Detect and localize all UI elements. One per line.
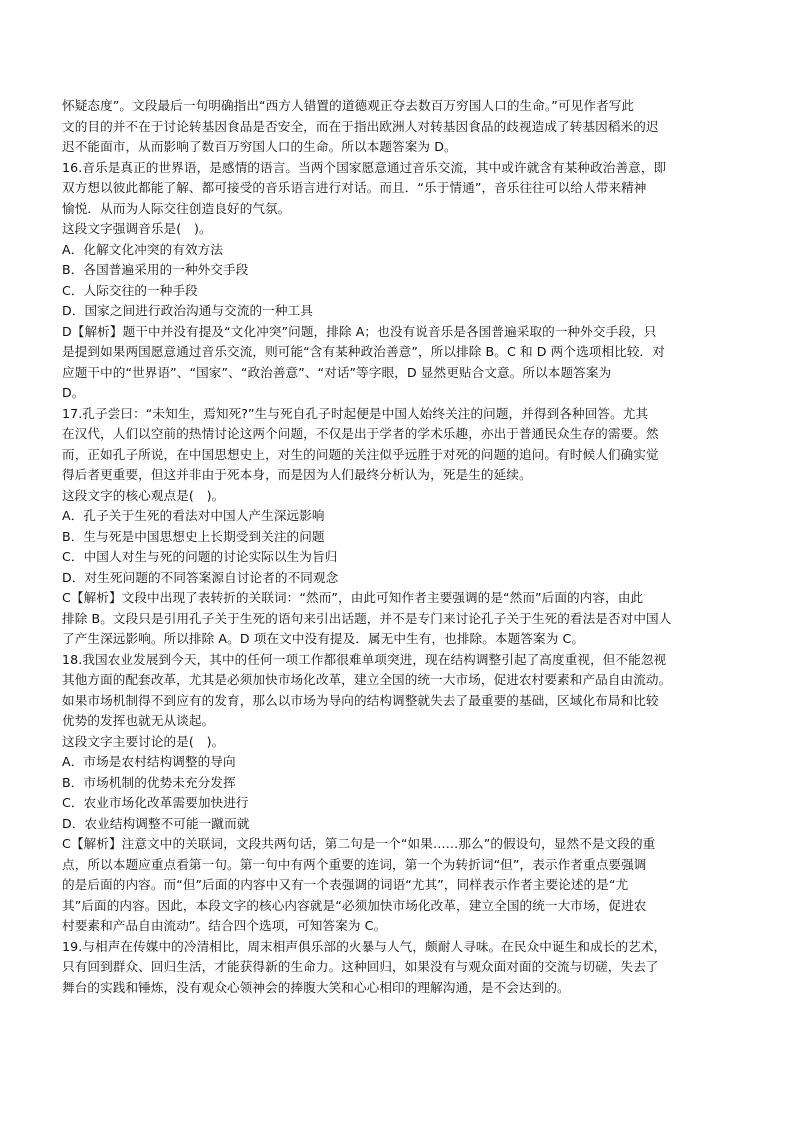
text-line: C【解析】注意文中的关联词，文段共两句话，第二句是一个“如果……那么”的假设句，显然不是文段的重 [62,836,656,851]
text-line: A．化解文化冲突的有效方法 [62,241,224,257]
text-line: D．国家之间进行政治沟通与交流的一种工具 [62,303,313,318]
question-block-p15-tail [62,96,734,158]
text-line: A．市场是农村结构调整的导向 [62,754,236,769]
question-block-q18 [62,650,734,937]
question-block-q16 [62,158,734,404]
text-line: 其他方面的配套改革，尤其是必须加快市场化改革，建立全国的统一大市场，促进农村要素和产品自由流动。 [62,672,672,687]
question-block-q19 [62,937,734,999]
text-line: C．农业市场化改革需要加快进行 [62,795,249,810]
text-line: 这段文字强调音乐是( )。 [62,221,212,236]
text-line: 在汉代，人们以空前的热情讨论这两个问题，不仅是出于学者的学术乐趣，亦出于普通民众生存的需要。然 [62,426,659,441]
text-line: C．人际交往的一种手段 [62,282,198,298]
text-line: 而，正如孔子所说，在中国思想史上，对生的问题的关注似乎远胜于对死的问题的追问。有时候人们确实觉 [62,446,659,462]
text-line: 点，所以本题应重点看第一句。第一句中有两个重要的连词，第一个为转折词“但”，表示作者重点要强调 [62,856,647,872]
text-line: D．农业结构调整不可能一蹴而就 [62,815,250,831]
text-line: 愉悦．从而为人际交往创造良好的气氛。 [62,200,291,216]
document-body [62,96,734,998]
text-line: D。 [62,385,85,400]
text-line: D．对生死问题的不同答案源自讨论者的不同观念 [62,569,339,585]
text-line: 如果市场机制得不到应有的发育，那么以市场为导向的结构调整就失去了最重要的基础，区域化布局和比较 [62,692,659,708]
text-line: 其”后面的内容。因此，本段文字的核心内容就是“必须加快市场化改革，建立全国的统一大市场，促进农 [62,897,647,913]
text-line: 文的目的并不在于讨论转基因食品是否安全，而在于指出欧洲人对转基因食品的歧视造成了转基因稻米的迟 [62,118,659,134]
text-line: 17.孔子尝曰：“未知生，焉知死?”生与死自孔子时起便是中国人始终关注的问题，并得到各种回答。尤其 [62,405,649,421]
text-line: 是提到如果两国愿意通过音乐交流，则可能“含有某种政治善意”，所以排除 B。C 和 D 两个选项相比较．对 [62,344,665,359]
text-line: 应题干中的“世界语”、“国家”、“政治善意”、“对话”等字眼，D 显然更贴合文意。所以本题答案为 [62,364,612,380]
text-line: 排除 B。文段只是引用孔子关于生死的语句来引出话题，并不是专门来讨论孔子关于生死的看法是否对中国人 [62,610,672,626]
text-line: 迟不能面市，从而影响了数百万穷国人口的生命。所以本题答案为 D。 [62,139,457,154]
text-line: 这段文字主要讨论的是( )。 [62,733,225,749]
text-line: 村要素和产品自由流动”。结合四个选项，可知答案为 C。 [62,918,387,933]
text-line: A．孔子关于生死的看法对中国人产生深远影响 [62,508,325,523]
text-line: 只有回到群众、回归生活，才能获得新的生命力。这种回归，如果没有与观众面对面的交流与切磋，失去了 [62,959,659,974]
text-line: 双方想以彼此都能了解、都可接受的音乐语言进行对话。而且．“乐于情通”，音乐往往可以给人带来精神 [62,180,647,195]
text-line: B．各国普遍采用的一种外交手段 [62,262,249,277]
text-line: 16.音乐是真正的世界语，是感情的语言。当两个国家愿意通过音乐交流，其中或许就含有某种政治善意，即 [62,159,667,175]
text-line: 舞台的实践和锤炼，没有观众心领神会的捧腹大笑和心心相印的理解沟通，是不会达到的。 [62,979,570,995]
text-line: 的是后面的内容。而“但”后面的内容中又有一个表强调的词语“尤其”，同样表示作者主要论述的是“尤 [62,877,629,892]
question-block-q17 [62,404,734,650]
text-line: B．市场机制的优势未充分发挥 [62,774,236,790]
text-line: 怀疑态度”。文段最后一句明确指出“西方人错置的道德观正夺去数百万穷国人口的生命。”可见作者写此 [62,98,635,113]
text-line: B．生与死是中国思想史上长期受到关注的问题 [62,528,325,544]
text-line: D【解析】题干中并没有提及“文化冲突”问题，排除 A；也没有说音乐是各国普遍采取的一种外交手段，只 [62,323,657,339]
text-line: 了产生深远影响。所以排除 A。D 项在文中没有提及．属无中生有，也排除。本题答案为 C。 [62,631,585,646]
text-line: 得后者更重要，但这并非由于死本身，而是因为人们最终分析认为，死是生的延续。 [62,467,532,482]
text-line: C．中国人对生与死的问题的讨论实际以生为旨归 [62,549,338,564]
text-line: 优势的发挥也就无从谈起。 [62,713,215,728]
text-line: C【解析】文段中出现了表转折的关联词：“然而”，由此可知作者主要强调的是“然而”后面的内容，由此 [62,590,644,605]
text-line: 19.与相声在传媒中的冷清相比，周末相声俱乐部的火暴与人气，颇耐人寻味。在民众中诞生和成长的艺术， [62,938,667,954]
text-line: 这段文字的核心观点是( )。 [62,487,225,503]
text-line: 18.我国农业发展到今天，其中的任何一项工作都很难单项突进，现在结构调整引起了高度重视，但不能忽视 [62,651,667,667]
